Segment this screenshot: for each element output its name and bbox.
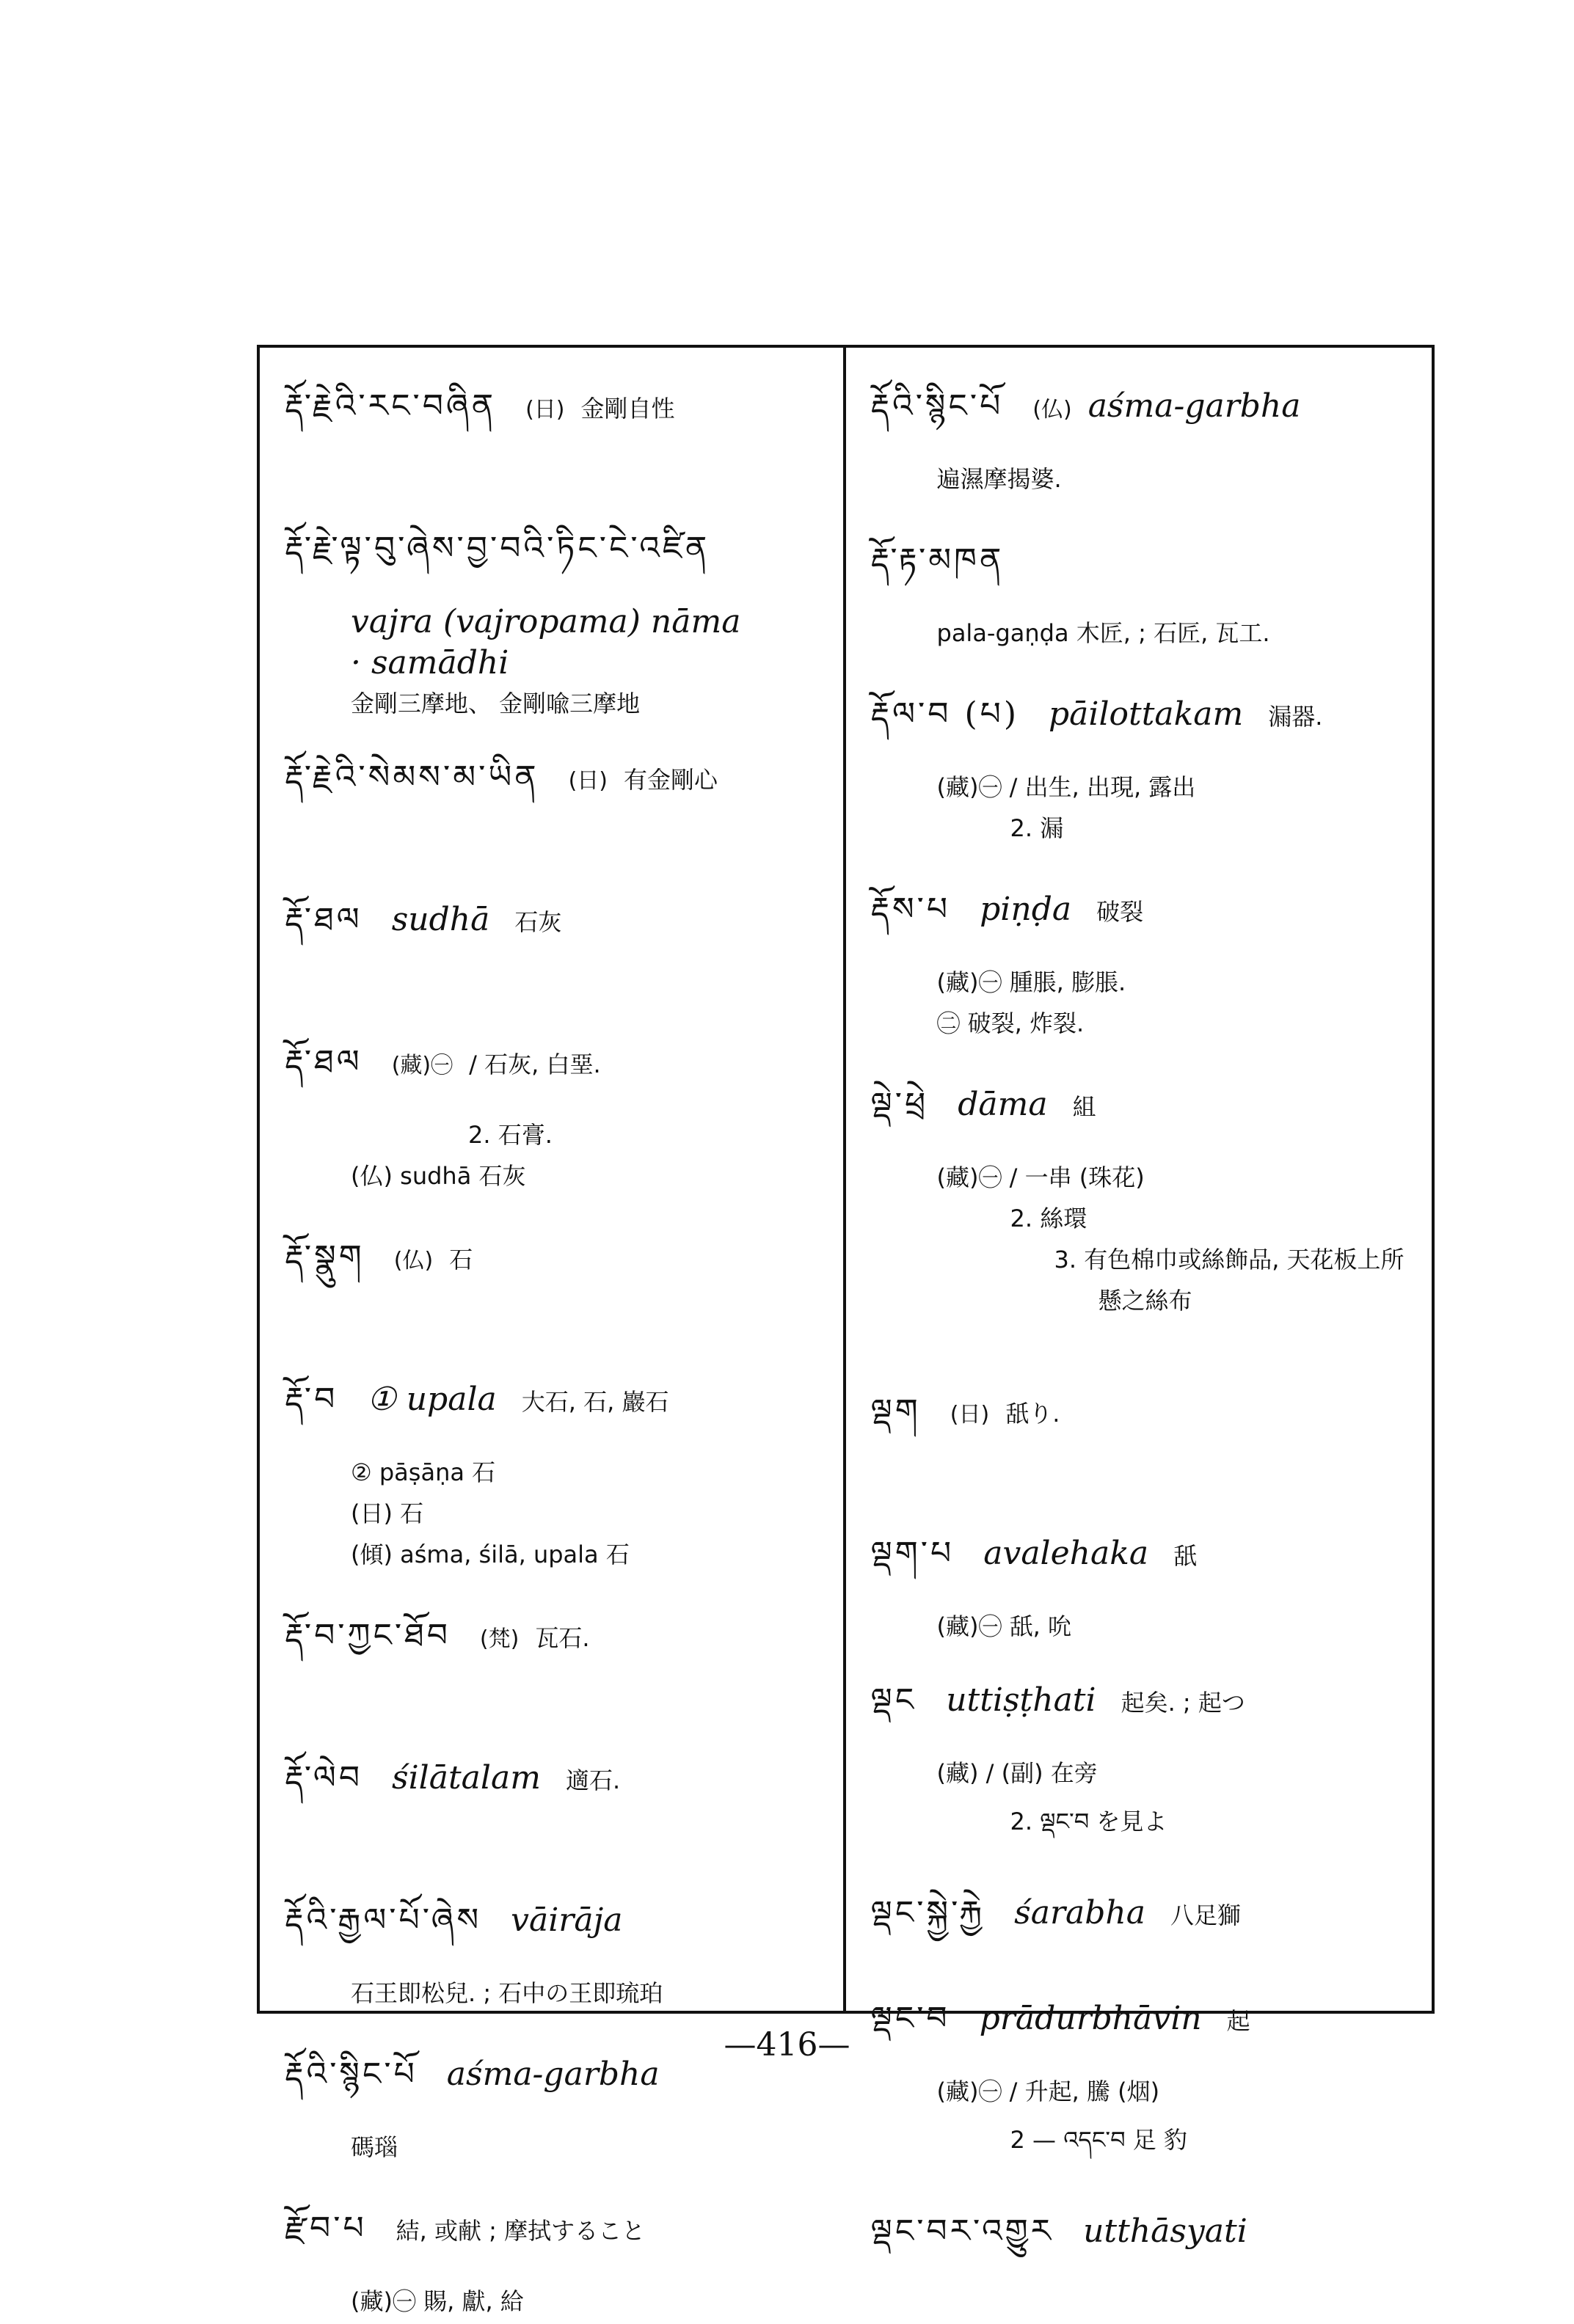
page-number: —416— — [724, 2026, 850, 2064]
sanskrit-equivalent: aśma-garbha — [446, 2056, 660, 2093]
gloss-text: 起 — [1226, 2007, 1250, 2035]
entry-headword-line — [285, 1026, 830, 1117]
sanskrit-equivalent: sudhā — [391, 901, 490, 938]
tibetan-headword: ལྡང — [870, 1681, 917, 1719]
gloss-text: 適石. — [565, 1766, 621, 1794]
dictionary-entry — [871, 370, 1419, 502]
entry-detail-text: 石王即松兒. ; 石中の王即琉珀 — [351, 1979, 663, 2007]
entry-headword-line — [871, 1517, 1419, 1608]
tibetan-headword: རྡོ་སྣུག — [285, 1238, 365, 1276]
gloss-text: 組 — [1072, 1093, 1096, 1121]
entry-detail-line — [871, 1241, 1419, 1282]
sanskrit-equivalent: dāma — [958, 1086, 1048, 1123]
dictionary-entry — [285, 370, 830, 461]
gloss-text: 結, 或献 ; 摩拭すること — [396, 2217, 646, 2245]
entry-detail-line — [871, 1282, 1419, 1323]
tibetan-headword: རྡོལ་བ (པ) — [870, 695, 1020, 733]
entry-detail-line — [871, 769, 1419, 810]
tibetan-headword: རྡོའི་སྙིང་པོ — [285, 2056, 418, 2093]
dictionary-entry — [871, 1068, 1419, 1323]
entry-detail-line — [871, 1755, 1419, 1796]
tibetan-headword: ལྡང་བ — [870, 2000, 950, 2037]
tibetan-headword: རྡོ་བ — [285, 1381, 338, 1418]
gloss-text: 大石, 石, 巖石 — [521, 1388, 669, 1416]
entry-detail-line — [285, 603, 830, 644]
gloss-text: / 石灰, 白堊. — [469, 1050, 601, 1078]
tibetan-headword: རྡོ་བ་ཀྱང་ཐོབ — [285, 1617, 451, 1654]
entry-detail-text: (傾) aśma, śilā, upala 石 — [351, 1541, 630, 1568]
tibetan-headword: རྡོ་ཐལ — [285, 901, 362, 938]
tibetan-headword: ལྡང་བར་འགྱུར — [870, 2212, 1054, 2250]
entry-detail-text: (藏)㊀ 賜, 獻, 給 — [351, 2287, 524, 2315]
entry-detail-text: 2 — འདང་བ 足 豹 — [1010, 2126, 1187, 2154]
entry-detail-text: · samādhi — [351, 644, 509, 682]
source-marker: (日) — [525, 397, 565, 423]
entry-detail-text: 2. 石膏. — [468, 1121, 553, 1149]
gloss-text: 舐り. — [1005, 1400, 1060, 1428]
entry-detail-text: (仏) sudhā 石灰 — [351, 1162, 526, 1190]
tibetan-headword: ལྡག — [870, 1392, 921, 1430]
entry-detail-line — [871, 1005, 1419, 1046]
right-column — [846, 348, 1432, 2250]
tibetan-headword: ལྡེ་ཕྲེ — [870, 1086, 929, 1123]
sanskrit-equivalent: śilātalam — [392, 1759, 541, 1797]
entry-headword-line — [285, 2192, 830, 2283]
source-marker: (仏) — [1032, 397, 1072, 423]
dictionary-entry — [871, 524, 1419, 656]
entry-detail-line — [285, 1495, 830, 1536]
tibetan-headword: རྡོ་རྗེའི་སེམས་མ་ཡིན — [285, 759, 539, 796]
entry-detail-line — [871, 1608, 1419, 1649]
tibetan-headword: ལྡང་སྐྱེ་རྐྱེ — [870, 1894, 985, 1932]
dictionary-entry — [871, 1664, 1419, 1862]
entry-detail-line — [285, 1536, 830, 1577]
entry-headword-line — [285, 512, 830, 603]
gloss-text: 石灰 — [514, 908, 562, 936]
dictionary-entry — [285, 1742, 830, 1832]
entry-headword-line — [285, 1884, 830, 1975]
entry-detail-text: (藏)㊀ / 出生, 出現, 露出 — [936, 773, 1196, 801]
tibetan-headword: རྡོ་ལེབ — [285, 1759, 363, 1797]
dictionary-entry — [871, 1517, 1419, 1649]
entry-detail-line — [285, 2283, 830, 2324]
tibetan-headword: རྡོ་རྗེ་ལྟ་བུ་ཞེས་བྱ་བའི་ཏིང་ངེ་འཛིན — [285, 530, 710, 567]
entry-headword-line — [285, 370, 830, 461]
tibetan-headword: རྡོ་ཐལ — [285, 1043, 362, 1081]
gloss-text: 漏器. — [1268, 703, 1323, 731]
tibetan-headword: རྡོས་པ — [870, 891, 951, 928]
entry-detail-line — [285, 1975, 830, 2016]
entry-detail-text: (藏)㊀ / 升起, 騰 (烟) — [936, 2078, 1160, 2105]
tibetan-headword: རྡོ་རྗེའི་རང་བཞིན — [285, 387, 497, 425]
sanskrit-equivalent: piṇḍa — [980, 891, 1072, 928]
dictionary-entry — [871, 1982, 1419, 2180]
dictionary-entry — [285, 1884, 830, 2016]
gloss-text: 起矣. ; 起つ — [1121, 1689, 1245, 1717]
entry-headword-line — [871, 1877, 1419, 1967]
entry-headword-line — [285, 1363, 830, 1454]
dictionary-entry — [871, 1877, 1419, 1967]
entry-detail-text: ㊁ 破裂, 炸裂. — [936, 1009, 1085, 1037]
entry-detail-text: ② pāṣāṇa 石 — [351, 1458, 496, 1486]
entry-detail-line — [285, 1454, 830, 1495]
entry-detail-line — [871, 2114, 1419, 2180]
entry-detail-text: (藏)㊀ 舐, 吮 — [936, 1612, 1071, 1640]
entry-headword-line — [871, 1664, 1419, 1755]
dictionary-entry — [871, 2195, 1419, 2286]
entry-headword-line — [285, 1742, 830, 1832]
dictionary-entry — [285, 883, 830, 974]
gloss-text: 瓦石. — [535, 1624, 590, 1652]
entry-detail-line — [285, 1117, 830, 1158]
entry-detail-line — [871, 1200, 1419, 1241]
gloss-text: 八足獅 — [1170, 1901, 1241, 1929]
entry-detail-line — [285, 1158, 830, 1199]
sanskrit-equivalent: prādurbhāvin — [979, 2000, 1202, 2037]
sanskrit-equivalent: śarabha — [1014, 1894, 1145, 1932]
sanskrit-equivalent: aśma-garbha — [1087, 387, 1301, 425]
source-marker: (梵) — [479, 1626, 520, 1652]
gloss-text: 舐 — [1173, 1542, 1198, 1570]
tibetan-headword: རྡོའི་སྙིང་པོ — [870, 387, 1004, 425]
source-marker: (日) — [950, 1402, 990, 1428]
dictionary-entry — [871, 1375, 1419, 1466]
entry-detail-line — [871, 1159, 1419, 1200]
tibetan-headword: རྡོ་རྟ་མཁན — [870, 541, 1005, 579]
entry-detail-line — [871, 461, 1419, 502]
entry-detail-text: 碼瑙 — [351, 2133, 398, 2161]
entry-headword-line — [871, 678, 1419, 769]
entry-detail-text: 遍濕摩揭婆. — [936, 465, 1062, 493]
source-marker: (仏) — [393, 1248, 434, 1274]
entry-detail-text: (日) 石 — [351, 1499, 424, 1527]
entry-detail-line — [285, 685, 830, 726]
entry-detail-text: 2. 絲環 — [1010, 1205, 1087, 1232]
entry-headword-line — [871, 1068, 1419, 1159]
entry-detail-text: (藏)㊀ / 一串 (珠花) — [936, 1163, 1145, 1191]
dictionary-entry — [285, 741, 830, 832]
entry-detail-text: 2. 漏 — [1010, 814, 1064, 842]
entry-detail-text: pala-gaṇḍa 木匠, ; 石匠, 瓦工. — [936, 619, 1270, 647]
entry-detail-line — [871, 1796, 1419, 1862]
gloss-text: 金剛自性 — [580, 395, 675, 423]
entry-headword-line — [285, 1221, 830, 1312]
entry-headword-line — [871, 524, 1419, 615]
sanskrit-equivalent: avalehaka — [983, 1535, 1149, 1572]
dictionary-entry — [285, 512, 830, 726]
dictionary-entry — [285, 1599, 830, 1690]
sanskrit-equivalent: uttiṣṭhati — [946, 1681, 1096, 1719]
sanskrit-equivalent: ① upala — [367, 1381, 497, 1418]
entry-detail-text: vajra (vajropama) nāma — [351, 603, 741, 640]
entry-detail-line — [871, 964, 1419, 1005]
entry-detail-line — [285, 644, 830, 685]
sanskrit-equivalent: vāirāja — [511, 1901, 623, 1939]
gloss-text: 石 — [449, 1246, 473, 1274]
entry-detail-text: 金剛三摩地、 金剛喩三摩地 — [351, 690, 641, 717]
entry-headword-line — [871, 1375, 1419, 1466]
entry-detail-line — [285, 2129, 830, 2170]
sanskrit-equivalent: pāilottakam — [1049, 695, 1244, 733]
dictionary-entry — [871, 873, 1419, 1046]
entry-headword-line — [871, 873, 1419, 964]
entry-detail-text: (藏)㊀ 腫脹, 膨脹. — [936, 968, 1126, 996]
dictionary-entry — [285, 1363, 830, 1577]
entry-headword-line — [871, 2195, 1419, 2286]
sanskrit-equivalent: utthāsyati — [1083, 2212, 1247, 2250]
entry-headword-line — [285, 741, 830, 832]
entry-detail-text: 懸之絲布 — [1098, 1287, 1192, 1315]
tibetan-headword: ལྡག་པ — [870, 1535, 955, 1572]
entry-headword-line — [871, 370, 1419, 461]
dictionary-entry — [285, 1221, 830, 1312]
dictionary-entry — [871, 678, 1419, 851]
entry-headword-line — [285, 883, 830, 974]
dictionary-entry — [285, 2192, 830, 2324]
dictionary-entry — [285, 1026, 830, 1199]
entry-detail-line — [871, 2073, 1419, 2114]
entry-detail-text: 2. ལྡང་བ を見よ — [1010, 1808, 1167, 1835]
entry-detail-text: (藏) / (副) 在旁 — [936, 1759, 1098, 1787]
entry-detail-line — [871, 810, 1419, 851]
source-marker: (藏)㊀ — [391, 1053, 453, 1078]
tibetan-headword: རྫོབ་པ — [285, 2210, 367, 2247]
gloss-text: 有金剛心 — [624, 766, 718, 794]
entry-headword-line — [285, 1599, 830, 1690]
source-marker: (日) — [568, 768, 608, 794]
entry-detail-text: 3. 有色棉巾或絲飾品, 天花板上所 — [1054, 1246, 1404, 1274]
tibetan-headword: རྡོའི་རྒྱལ་པོ་ཞེས — [285, 1901, 482, 1939]
gloss-text: 破裂 — [1096, 898, 1144, 926]
entry-detail-line — [871, 615, 1419, 656]
